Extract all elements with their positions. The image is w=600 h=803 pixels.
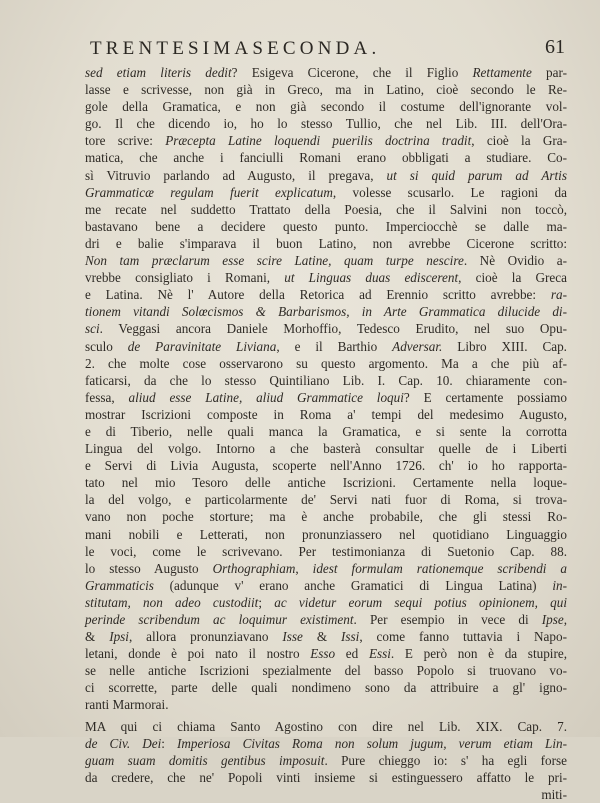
text-line [85,611,567,628]
italic-run: perinde scribendum ac loquimur existiment [85,612,354,627]
text-line [85,508,567,525]
text-line [85,286,567,303]
italic-run: Adversar. [392,338,443,354]
text-run: & [302,629,342,645]
text-line [85,201,567,218]
text-line [85,769,567,786]
text-line [85,372,567,389]
italic-run: Issi [341,629,360,645]
text-line [85,132,567,149]
text-line [85,167,567,184]
text-run: sì Vitruvio parlando ad Augusto, il pregava, [85,167,387,183]
italic-run: Præcepta Latine loquendi puerilis doctrina tradit [165,133,472,149]
italic-run: Non tam præclarum esse scire Latine, quam turpe nescire [85,253,464,269]
italic-run: aliud esse Latine, aliud Grammatice loqui [128,389,404,405]
italic-run: ut Linguas duas ediscerent [284,270,459,286]
text-run: ; [258,594,275,610]
text-run: 2. che molte cose osservarono su questo argomento. Ma a che più af- [85,355,567,371]
text-line [85,406,567,423]
italic-run: Ipse [541,612,564,627]
text-run: . Veggasi ancora Daniele Morhoffio, Tedesco Erudito, nel suo Opu- [99,321,567,337]
text-line [85,355,567,372]
text-run: . E però non è da stupire, [390,646,567,662]
text-line [85,474,567,491]
text-line [85,696,567,713]
italic-run: idest formulam rationemque scribendi a [312,560,568,576]
text-line [85,218,567,235]
italic-run: sed etiam literis dedit [85,65,232,80]
text-run: sculo [85,338,128,354]
italic-run: tionem vitandi Solœcismos & Barbarismos, in Arte Grammatica dilucide di- [85,304,567,320]
text-run: ranti Marmorai. [85,697,169,713]
italic-run: ac videtur eorum sequi potius opinionem, qui [274,594,567,610]
italic-run: ra- [550,287,567,303]
text-line [85,560,567,577]
italic-run: in- [552,577,567,593]
text-run: bastavano bene a decidere questo punto. Imperciocchè se dalle ma- [85,218,567,234]
paragraph [85,718,567,786]
italic-run: Ipsi [109,629,129,645]
italic-run: Grammaticis [85,577,154,593]
text-run: me recate nel suddetto Trattato della Poesia, che il Salvini non toccò, [85,201,567,217]
text-run: , come fanno tuttavia i Napo- [359,629,567,645]
text-run: & [85,629,110,645]
text-run: e Servi di Livia Augusta, scoperte nell'Anno 1726. ch' io ho rapporta- [85,458,567,474]
text-run: da credere, che ne' Popoli vinti insieme si estinguessero affatto le pri- [85,769,567,785]
text-line [85,269,567,286]
text-line [85,577,567,594]
text-line [85,149,567,166]
text-run: , cioè la Greca [458,270,567,286]
text-line [85,543,567,560]
italic-run: Orthographiam [212,560,296,576]
text-line [85,423,567,440]
text-run: ? E certamente possiamo [403,389,567,405]
text-run: fessa, [85,389,129,405]
text-run: go. Il che dicendo io, ho lo stesso Tullio, che nel Lib. III. dell'Ora- [85,116,567,132]
text-line [85,235,567,252]
text-run: e di Tiberio, nelle quali manca la Gramatica, e si sente la corrotta [85,423,567,439]
text-line [85,735,567,752]
text-line [85,491,567,508]
italic-run: Rettamente [472,65,532,80]
text-run: la del volgo, e particolarmente de' Servi nati fuor di Roma, si trova- [85,492,567,508]
text-run: , cioè la Gra- [471,133,567,149]
text-run: MA qui ci chiama Santo Agostino con dire nel Lib. XIX. Cap. 7. [85,718,567,734]
italic-run: Isse [282,629,303,645]
text-run: ? Esigeva Cicerone, che il Figlio [231,65,473,80]
body-text [85,64,567,803]
italic-run: Essi [368,646,391,662]
text-line [85,252,567,269]
italic-run: de Paravinitate Liviana [127,338,277,354]
catchword: miti- [541,786,567,802]
text-line [85,115,567,132]
text-line [85,752,567,769]
text-line [85,457,567,474]
text-line [85,184,567,201]
text-run: par- [531,65,567,80]
text-line [85,662,567,679]
text-run: lo stesso Augusto [85,560,213,576]
text-run: , [295,560,313,576]
text-run: tato nel mio Tesoro delle antiche Iscrizioni. Certamente nella loque- [85,475,567,491]
text-run: se nelle antiche Iscrizioni spezialmente del basso Popolo si truovano vo- [85,663,567,679]
text-run: , e il Barthio [276,338,393,354]
text-run: matica, che anche i fanciulli Romani erano obbligati a studiare. Co- [85,150,567,166]
text-line [85,679,567,696]
text-run: Lingua del volgo. Intorno a che basterà consultar quelle de i Liberti [85,441,567,457]
text-run: lasse e scrivesse, non già in Greco, ma in Latino, cioè secondo le Re- [85,82,567,98]
text-line [85,303,567,320]
text-run: . Nè Ovidio a- [463,253,567,269]
text-line [85,526,567,543]
text-line [85,645,567,662]
italic-run: Grammaticæ regulam fuerit explicatum [85,184,333,200]
text-run: Libro XIII. Cap. [442,338,567,354]
text-run: vrebbe consigliato i Romani, [85,270,285,286]
italic-run: de Civ. Dei [85,735,162,751]
text-line [85,440,567,457]
text-line [85,338,567,355]
italic-run: stitutam, non adeo custodiit [85,594,259,610]
text-run: , volesse scusarlo. Le ragioni da [332,184,567,200]
text-line [85,64,567,81]
text-run: , [563,612,567,627]
page-header [85,38,565,62]
text-line [85,389,567,406]
italic-run: guam suam domitis gentibus imposuit [85,752,325,768]
paragraph [85,64,567,714]
text-line [85,718,567,735]
text-line [85,628,567,645]
text-run: e Latina. Nè l' Autore della Retorica ad Erennio scritto avrebbe: [85,287,551,303]
italic-run: Imperiosa Civitas Roma non solum jugum, verum etiam Lin- [177,735,567,751]
text-line [85,594,567,611]
page-number: 61 [545,36,565,58]
text-run: gole della Gramatica, e non già secondo il costume dell'ignorante vol- [85,99,567,115]
text-run: faticarsi, da che lo stesso Quintiliano Lib. I. Cap. 10. chiaramente con- [85,372,567,388]
italic-run: sci [85,321,100,337]
italic-run: Esso [310,646,336,662]
text-run: . Pure chieggo io: s' ha egli forse [324,752,567,768]
text-run: ci scorrette, parte delle quali nondimeno sono da attribuire a gl' igno- [85,680,567,696]
text-run: vano non poche storture; ma è anche probabile, che gli stessi Ro- [85,509,567,525]
text-run: , allora pronunziavano [128,629,283,645]
text-run: (adunque v' erano anche Gramatici di Lingua Latina) [153,577,553,593]
text-run: : [161,735,178,751]
text-line [85,98,567,115]
text-run: mani nobili e Letterati, non pronunziassero nel quotidiano Linguaggio [85,526,567,542]
text-run: letani, donde è poi nato il nostro [85,646,311,662]
text-run: tore scrive: [85,133,166,149]
text-line [85,320,567,337]
running-head: TRENTESIMASECONDA. [90,38,381,59]
italic-run: ut si quid parum ad Artis [386,167,567,183]
text-run: dri e balie s'imparava il buon Latino, non avrebbe Cicerone scritto: [85,235,567,251]
text-run: le voci, come le scrivevano. Per testimonianza di Suetonio Cap. 88. [85,543,567,559]
text-line [85,81,567,98]
text-run: mostrar Iscrizioni composte in Roma a' tempi del medesimo Augusto, [85,406,567,422]
text-run: ed [335,646,369,662]
text-run: . Per esempio in vece di [353,612,542,627]
